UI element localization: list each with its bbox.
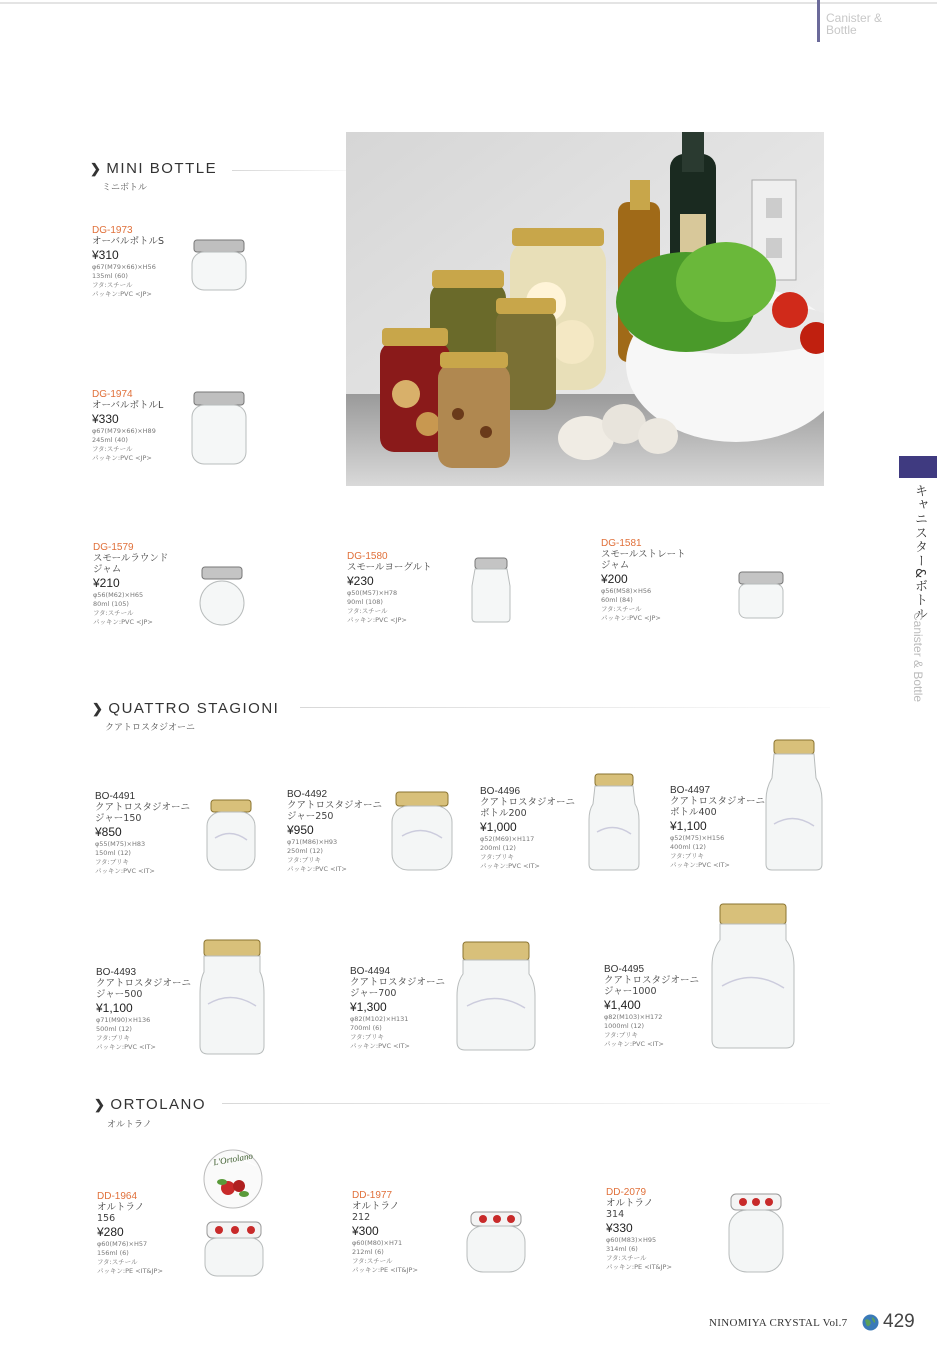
product-spec-gasket: パッキン:PVC <JP> xyxy=(601,614,661,622)
product-spec-capacity: 245ml (40) xyxy=(92,436,128,444)
product-code: BO-4495 xyxy=(604,964,645,975)
section-title-quattro-stagioni: ❯ QUATTRO STAGIONI xyxy=(92,700,280,717)
product-spec-size: φ67(M79×66)×H56 xyxy=(92,263,156,271)
side-index-label-jp: キャニスター&ボトル xyxy=(912,484,927,622)
product-name: スモールヨーグルト xyxy=(347,562,432,573)
product-spec-gasket: パッキン:PE <IT&JP> xyxy=(97,1267,163,1275)
product-code: DD-2079 xyxy=(606,1187,647,1198)
product-spec-lid: フタ:スチール xyxy=(92,281,133,289)
product-price: ¥300 xyxy=(352,1224,379,1238)
product-spec-capacity: 80ml (105) xyxy=(93,600,129,608)
product-spec-size: φ71(M86)×H93 xyxy=(287,838,338,846)
product-name: クアトロスタジオーニ ボトル200 xyxy=(480,797,576,819)
side-index-label-en: Canister & Bottle xyxy=(911,612,925,703)
product-name: クアトロスタジオーニ ジャー150 xyxy=(95,802,191,824)
jar-image-bo-4496 xyxy=(587,772,641,872)
product-price: ¥850 xyxy=(95,825,122,839)
product-name: オルトラノ 156 xyxy=(97,1202,145,1224)
product-dg-1974[interactable] xyxy=(92,389,202,463)
product-code: DG-1973 xyxy=(92,225,133,236)
product-name: クアトロスタジオーニ ジャー500 xyxy=(96,978,192,1000)
product-spec-lid: フタ:ブリキ xyxy=(95,858,129,866)
section-title-mini-bottle: ❯ MINI BOTTLE xyxy=(90,160,218,177)
product-spec-size: φ60(M80)×H71 xyxy=(352,1239,403,1247)
section-rule xyxy=(232,170,352,171)
product-spec-gasket: パッキン:PVC <IT> xyxy=(287,865,347,873)
product-code: DD-1964 xyxy=(97,1191,138,1202)
product-spec-lid: フタ:スチール xyxy=(97,1258,138,1266)
globe-icon xyxy=(862,1314,879,1331)
product-bo-4493[interactable] xyxy=(96,967,206,1052)
product-spec-lid: フタ:スチール xyxy=(92,445,133,453)
product-spec-capacity: 156ml (6) xyxy=(97,1249,129,1257)
jar-image-dd-2079 xyxy=(727,1192,785,1274)
product-name: クアトロスタジオーニ ボトル400 xyxy=(670,796,766,818)
product-dg-1580[interactable] xyxy=(347,551,457,625)
lid-logo-text: L'Ortolano xyxy=(212,1150,254,1168)
product-dd-1977[interactable] xyxy=(352,1190,462,1275)
product-spec-gasket: パッキン:PVC <IT> xyxy=(96,1043,156,1051)
product-spec-capacity: 212ml (6) xyxy=(352,1248,384,1256)
product-dd-2079[interactable] xyxy=(606,1187,716,1272)
section-subtitle-mini-bottle: ミニボトル xyxy=(102,183,148,193)
jar-image-bo-4492 xyxy=(390,790,454,872)
jar-image-dg-1579 xyxy=(198,565,246,627)
product-price: ¥1,300 xyxy=(350,1000,387,1014)
product-name: スモールラウンド ジャム xyxy=(93,553,169,575)
section-title-ortolano: ❯ ORTOLANO xyxy=(94,1096,207,1113)
product-name: オーバルボトルS xyxy=(92,236,165,247)
product-name: スモールストレート ジャム xyxy=(601,549,686,571)
product-spec-gasket: パッキン:PVC <JP> xyxy=(93,618,153,626)
product-price: ¥1,400 xyxy=(604,998,641,1012)
lid-logo-image xyxy=(202,1148,264,1210)
product-spec-capacity: 700ml (6) xyxy=(350,1024,382,1032)
page-number: 429 xyxy=(883,1311,915,1332)
product-spec-capacity: 1000ml (12) xyxy=(604,1022,645,1030)
product-spec-size: φ71(M90)×H136 xyxy=(96,1016,151,1024)
product-bo-4496[interactable] xyxy=(480,786,590,871)
section-subtitle-ortolano: オルトラノ xyxy=(107,1120,152,1130)
product-spec-capacity: 150ml (12) xyxy=(95,849,131,857)
product-code: DD-1977 xyxy=(352,1190,393,1201)
product-code: BO-4496 xyxy=(480,786,521,797)
product-code: DG-1974 xyxy=(92,389,133,400)
product-spec-gasket: パッキン:PVC <JP> xyxy=(92,290,152,298)
product-price: ¥1,000 xyxy=(480,820,517,834)
product-spec-lid: フタ:スチール xyxy=(347,607,388,615)
product-spec-gasket: パッキン:PVC <IT> xyxy=(604,1040,664,1048)
section-subtitle-quattro-stagioni: クアトロスタジオーニ xyxy=(105,723,196,733)
product-dg-1579[interactable] xyxy=(93,542,203,627)
product-spec-size: φ60(M76)×H57 xyxy=(97,1240,148,1248)
product-dg-1973[interactable] xyxy=(92,225,202,299)
product-spec-gasket: パッキン:PVC <JP> xyxy=(347,616,407,624)
product-price: ¥1,100 xyxy=(96,1001,133,1015)
product-code: BO-4491 xyxy=(95,791,136,802)
category-corner-label xyxy=(826,12,926,36)
product-spec-lid: フタ:スチール xyxy=(93,609,134,617)
jar-image-bo-4494 xyxy=(455,940,537,1052)
product-spec-gasket: パッキン:PVC <IT> xyxy=(350,1042,410,1050)
product-spec-lid: フタ:ブリキ xyxy=(670,852,704,860)
product-spec-size: φ55(M75)×H83 xyxy=(95,840,146,848)
product-spec-gasket: パッキン:PE <IT&JP> xyxy=(606,1263,672,1271)
product-code: DG-1581 xyxy=(601,538,642,549)
product-name: クアトロスタジオーニ ジャー250 xyxy=(287,800,383,822)
product-price: ¥210 xyxy=(93,576,120,590)
product-spec-lid: フタ:ブリキ xyxy=(604,1031,638,1039)
category-corner-bar xyxy=(817,0,820,42)
side-index-tab[interactable] xyxy=(899,456,937,478)
product-spec-size: φ50(M57)×H78 xyxy=(347,589,398,597)
product-bo-4495[interactable] xyxy=(604,964,714,1049)
jar-image-dg-1973 xyxy=(190,236,248,292)
product-price: ¥310 xyxy=(92,248,119,262)
product-spec-gasket: パッキン:PE <IT&JP> xyxy=(352,1266,418,1274)
product-spec-lid: フタ:スチール xyxy=(601,605,642,613)
product-spec-size: φ56(M62)×H65 xyxy=(93,591,144,599)
product-price: ¥200 xyxy=(601,572,628,586)
product-name: クアトロスタジオーニ ジャー700 xyxy=(350,977,446,999)
product-spec-size: φ52(M69)×H117 xyxy=(480,835,535,843)
product-code: DG-1580 xyxy=(347,551,388,562)
product-name: オルトラノ 212 xyxy=(352,1201,400,1223)
product-spec-size: φ60(M83)×H95 xyxy=(606,1236,657,1244)
product-bo-4492[interactable] xyxy=(287,789,397,874)
product-spec-size: φ82(M102)×H131 xyxy=(350,1015,409,1023)
jar-image-dd-1964 xyxy=(203,1220,265,1278)
corner-label-line2: Bottle xyxy=(826,23,857,37)
hero-photo xyxy=(346,132,824,486)
product-price: ¥950 xyxy=(287,823,314,837)
product-name: オーバルボトルL xyxy=(92,400,164,411)
product-price: ¥330 xyxy=(92,412,119,426)
product-spec-capacity: 250ml (12) xyxy=(287,847,323,855)
jar-image-dg-1974 xyxy=(190,390,248,466)
product-spec-lid: フタ:スチール xyxy=(606,1254,647,1262)
jar-image-dg-1581 xyxy=(736,570,786,620)
product-bo-4491[interactable] xyxy=(95,791,205,876)
jar-image-dg-1580 xyxy=(466,556,516,624)
jar-image-bo-4495 xyxy=(710,902,796,1050)
product-spec-lid: フタ:スチール xyxy=(352,1257,393,1265)
jar-image-bo-4497 xyxy=(764,738,824,872)
product-spec-capacity: 500ml (12) xyxy=(96,1025,132,1033)
section-rule xyxy=(300,707,830,708)
product-price: ¥330 xyxy=(606,1221,633,1235)
product-spec-lid: フタ:ブリキ xyxy=(480,853,514,861)
product-spec-capacity: 60ml (84) xyxy=(601,596,633,604)
product-spec-capacity: 400ml (12) xyxy=(670,843,706,851)
product-spec-capacity: 314ml (6) xyxy=(606,1245,638,1253)
product-code: DG-1579 xyxy=(93,542,134,553)
product-spec-size: φ56(M58)×H56 xyxy=(601,587,652,595)
product-spec-lid: フタ:ブリキ xyxy=(350,1033,384,1041)
product-spec-gasket: パッキン:PVC <IT> xyxy=(480,862,540,870)
product-spec-gasket: パッキン:PVC <IT> xyxy=(95,867,155,875)
product-code: BO-4497 xyxy=(670,785,711,796)
section-rule xyxy=(222,1103,830,1104)
product-spec-gasket: パッキン:PVC <JP> xyxy=(92,454,152,462)
product-spec-capacity: 90ml (108) xyxy=(347,598,383,606)
jar-image-bo-4491 xyxy=(205,798,257,872)
product-spec-size: φ67(M79×66)×H89 xyxy=(92,427,156,435)
product-name: オルトラノ 314 xyxy=(606,1198,654,1220)
corner-label-line1: Canister & xyxy=(826,11,883,25)
product-code: BO-4494 xyxy=(350,966,391,977)
product-bo-4494[interactable] xyxy=(350,966,460,1051)
jar-image-bo-4493 xyxy=(198,938,266,1056)
jar-image-dd-1977 xyxy=(465,1210,527,1274)
product-spec-lid: フタ:ブリキ xyxy=(287,856,321,864)
footer-brand: NINOMIYA CRYSTAL Vol.7 xyxy=(709,1317,848,1329)
product-code: BO-4492 xyxy=(287,789,328,800)
product-price: ¥230 xyxy=(347,574,374,588)
product-spec-gasket: パッキン:PVC <IT> xyxy=(670,861,730,869)
product-dg-1581[interactable] xyxy=(601,538,711,623)
product-spec-size: φ52(M75)×H156 xyxy=(670,834,725,842)
product-spec-capacity: 135ml (60) xyxy=(92,272,128,280)
product-spec-lid: フタ:ブリキ xyxy=(96,1034,130,1042)
product-dd-1964[interactable] xyxy=(97,1191,207,1276)
product-price: ¥1,100 xyxy=(670,819,707,833)
product-name: クアトロスタジオーニ ジャー1000 xyxy=(604,975,700,997)
product-spec-size: φ82(M103)×H172 xyxy=(604,1013,663,1021)
product-price: ¥280 xyxy=(97,1225,124,1239)
header-rule xyxy=(0,2,937,4)
product-spec-capacity: 200ml (12) xyxy=(480,844,516,852)
product-code: BO-4493 xyxy=(96,967,137,978)
